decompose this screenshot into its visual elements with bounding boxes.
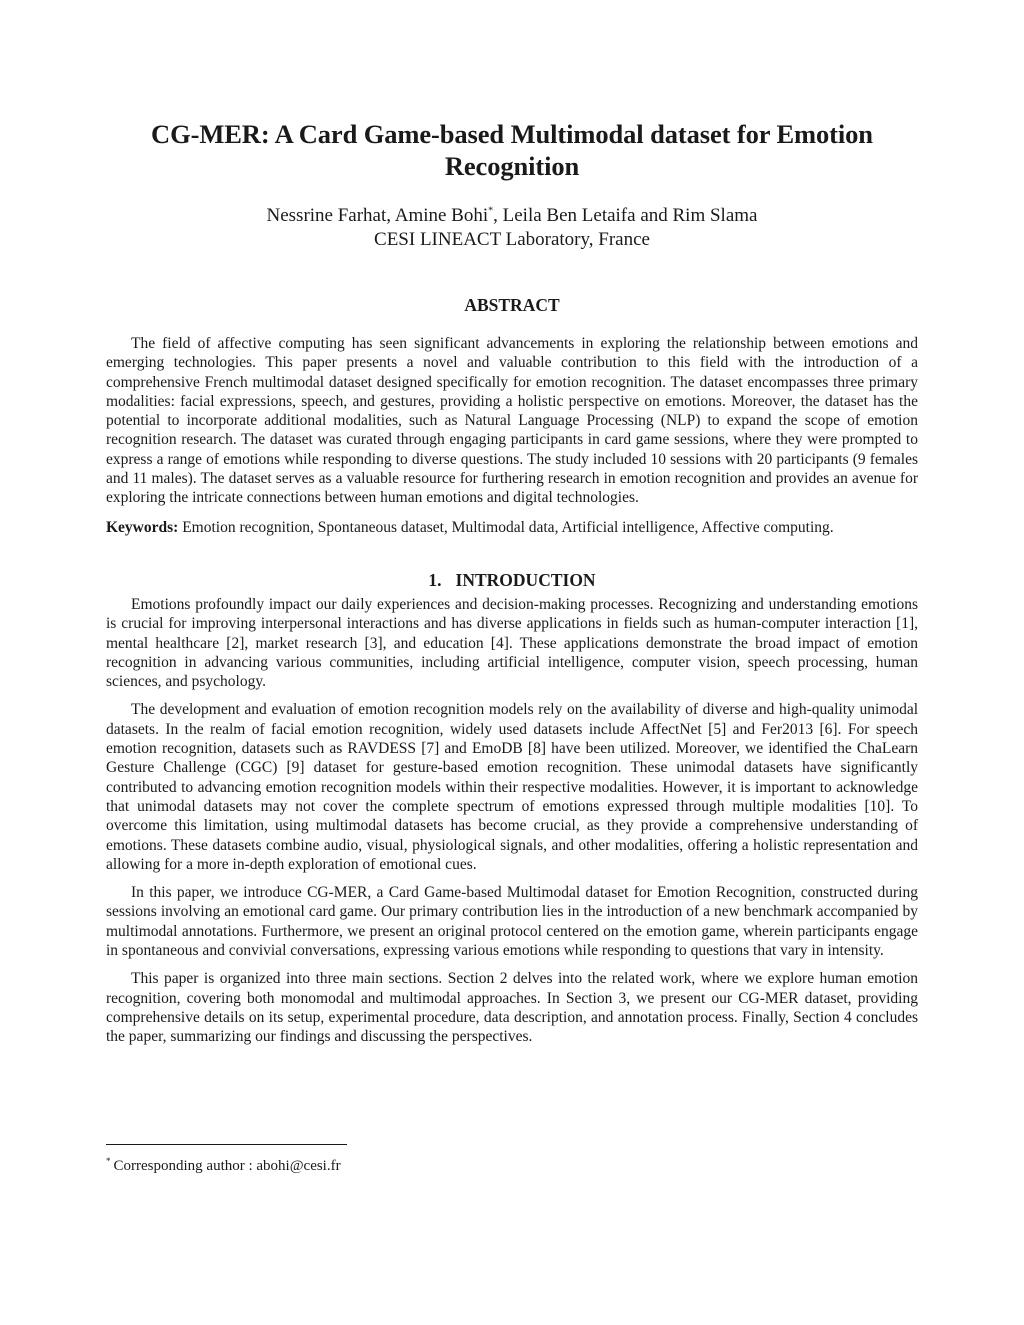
authors-rest: , Leila Ben Letaifa and Rim Slama [493,205,758,226]
paper-title: CG-MER: A Card Game-based Multimodal dataset for Emotion Recognition [151,119,873,181]
intro-paragraph-1: Emotions profoundly impact our daily experiences and decision-making processes. Recognizing and understanding emotions is crucial for improving interpersonal interactions and has diverse applications in fields such as human-computer interaction [1], mental healthcare [2], market research [3], and education [4]. These applications demonstrate the broad impact of emotion recognition in advancing various communities, including artificial intelligence, computer vision, speech processing, human sciences, and psychology. [106,595,918,691]
authors-first: Nessrine Farhat, Amine Bohi [266,205,489,226]
section-title: INTRODUCTION [455,569,596,590]
intro-paragraph-2: The development and evaluation of emotion recognition models rely on the availability of diverse and high-quality unimodal datasets. In the realm of facial emotion recognition, widely used datasets include AffectNet [5] and Fer2013 [6]. For speech emotion recognition, datasets such as RAVDESS [7] and EmoDB [8] have been utilized. Moreover, we identified the ChaLearn Gesture Challenge (CGC) [9] dataset for gesture-based emotion recognition. These unimodal datasets have significantly contributed to advancing emotion recognition models within their respective modalities. However, it is important to acknowledge that unimodal datasets may not cover the complete spectrum of emotions expressed through multiple modalities [10]. To overcome this limitation, using multimodal datasets has become crucial, as they provide a comprehensive understanding of emotions. These datasets combine audio, visual, physiological signals, and other modalities, offering a holistic representation and allowing for a more in-depth exploration of emotional cues. [106,701,918,873]
keywords-label: Keywords: [106,518,179,536]
keywords [106,518,918,537]
abstract-heading: ABSTRACT [464,295,560,315]
section-number: 1. [428,569,442,590]
intro-paragraph-4: This paper is organized into three main sections. Section 2 delves into the related work, where we explore human emotion recognition, covering both monomodal and multimodal approaches. In Section 3, we present our CG-MER dataset, providing comprehensive details on its setup, experimental procedure, data description, and annotation process. Finally, Section 4 concludes the paper, summarizing our findings and discussing the perspectives. [106,970,918,1046]
affiliation: CESI LINEACT Laboratory, France [374,229,650,250]
author-list [106,204,918,228]
footnote-marker: * [106,1156,111,1166]
intro-paragraph-3: In this paper, we introduce CG-MER, a Card Game-based Multimodal dataset for Emotion Recognition, constructed during sessions involving an emotional card game. Our primary contribution lies in the introduction of a new benchmark accompanied by multimodal annotations. Furthermore, we present an original protocol centered on the emotion game, wherein participants engage in spontaneous and convivial conversations, expressing various emotions while responding to questions that vary in intensity. [106,884,918,960]
abstract-text: The field of affective computing has seen significant advancements in exploring the relationship between emotions and emerging technologies. This paper presents a novel and valuable contribution to this field with the introduction of a comprehensive French multimodal dataset designed specifically for emotion recognition. The dataset encompasses three primary modalities: facial expressions, speech, and gestures, providing a holistic perspective on emotions. Moreover, the dataset has the potential to incorporate additional modalities, such as Natural Language Processing (NLP) to expand the scope of emotion recognition research. The dataset was curated through engaging participants in card game sessions, where they were prompted to express a range of emotions while responding to diverse questions. The study included 10 sessions with 20 participants (9 females and 11 males). The dataset serves as a valuable resource for furthering research in emotion recognition and provides an avenue for exploring the intricate connections between human emotions and digital technologies. [106,335,918,507]
corresponding-author-marker: * [488,205,494,217]
footnote-text: Corresponding author : abohi@cesi.fr [113,1158,341,1174]
footnote-divider [106,1144,347,1145]
keywords-list: Emotion recognition, Spontaneous dataset, Multimodal data, Artificial intelligence, Affective computing. [182,518,834,536]
footnote [106,1157,341,1176]
paper-page [106,118,918,1047]
section-heading-introduction [106,569,918,591]
